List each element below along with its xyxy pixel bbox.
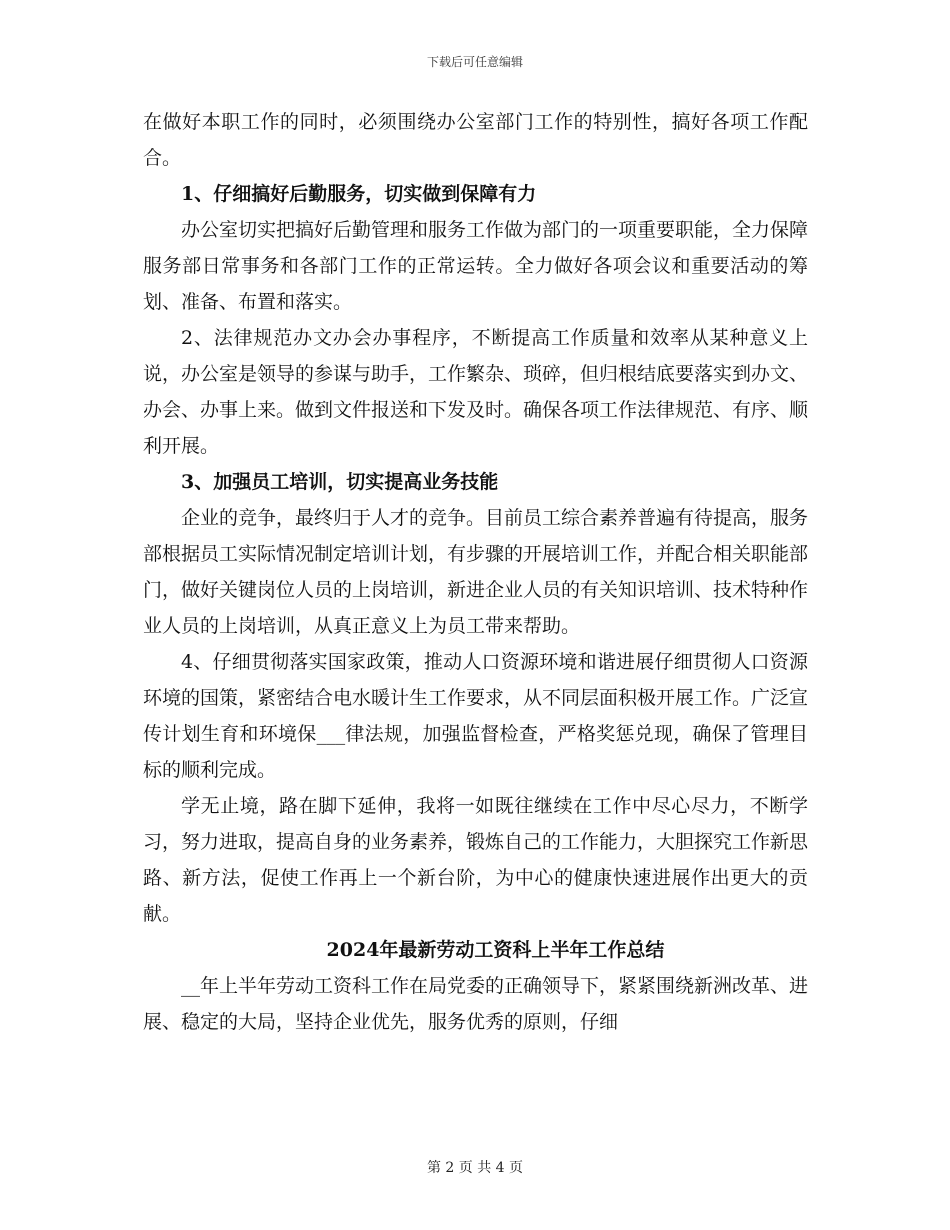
page-header: 下载后可任意编辑 [426, 55, 523, 69]
paragraph-conclusion: 学无止境，路在脚下延伸，我将一如既往继续在工作中尽心尽力，不断学习，努力进取，提高自身的业务素养，锻炼自己的工作能力，大胆探究工作新思路、新方法，促使工作再上一个新台阶，为中心的健康快速进展作出更大的贡献。 [143, 795, 809, 925]
paragraph-section-2: 2、法律规范办文办会办事程序，不断提高工作质量和效率从某种意义上说，办公室是领导的参谋与助手，工作繁杂、琐碎，但归根结底要落实到办文、办会、办事上来。做到文件报送和下发及时。确保各项工作法律规范、有序、顺利开展。 [143, 327, 809, 457]
paragraph-section-3: 企业的竞争，最终归于人才的竞争。目前员工综合素养普遍有待提高，服务部根据员工实际情况制定培训计划，有步骤的开展培训工作，并配合相关职能部门，做好关键岗位人员的上岗培训，新进企业人员的有关知识培训、技术特种作业人员的上岗培训，从真正意义上为员工带来帮助。 [143, 507, 809, 637]
section-heading-1: 1、仔细搞好后勤服务，切实做到保障有力 [181, 183, 537, 205]
paragraph-intro: 在做好本职工作的同时，必须围绕办公室部门工作的特别性，搞好各项工作配合。 [143, 111, 808, 169]
page-footer: 第 2 页 共 4 页 [426, 1160, 524, 1176]
paragraph-new-summary: __年上半年劳动工资科工作在局党委的正确领导下，紧紧围绕新洲改革、进展、稳定的大局，坚持企业优先，服务优秀的原则，仔细 [143, 975, 809, 1033]
section-heading-3: 3、加强员工培训，切实提高业务技能 [181, 471, 499, 493]
document-body [143, 104, 808, 1040]
document-title: 2024年最新劳动工资科上半年工作总结 [326, 939, 665, 961]
paragraph-section-1: 办公室切实把搞好后勤管理和服务工作做为部门的一项重要职能，全力保障服务部日常事务和各部门工作的正常运转。全力做好各项会议和重要活动的筹划、准备、布置和落实。 [143, 219, 809, 313]
paragraph-section-4: 4、仔细贯彻落实国家政策，推动人口资源环境和谐进展仔细贯彻人口资源环境的国策，紧密结合电水暖计生工作要求，从不同层面积极开展工作。广泛宣传计划生育和环境保___律法规，加强监督检查，严格奖惩兑现，确保了管理目标的顺利完成。 [143, 651, 809, 781]
